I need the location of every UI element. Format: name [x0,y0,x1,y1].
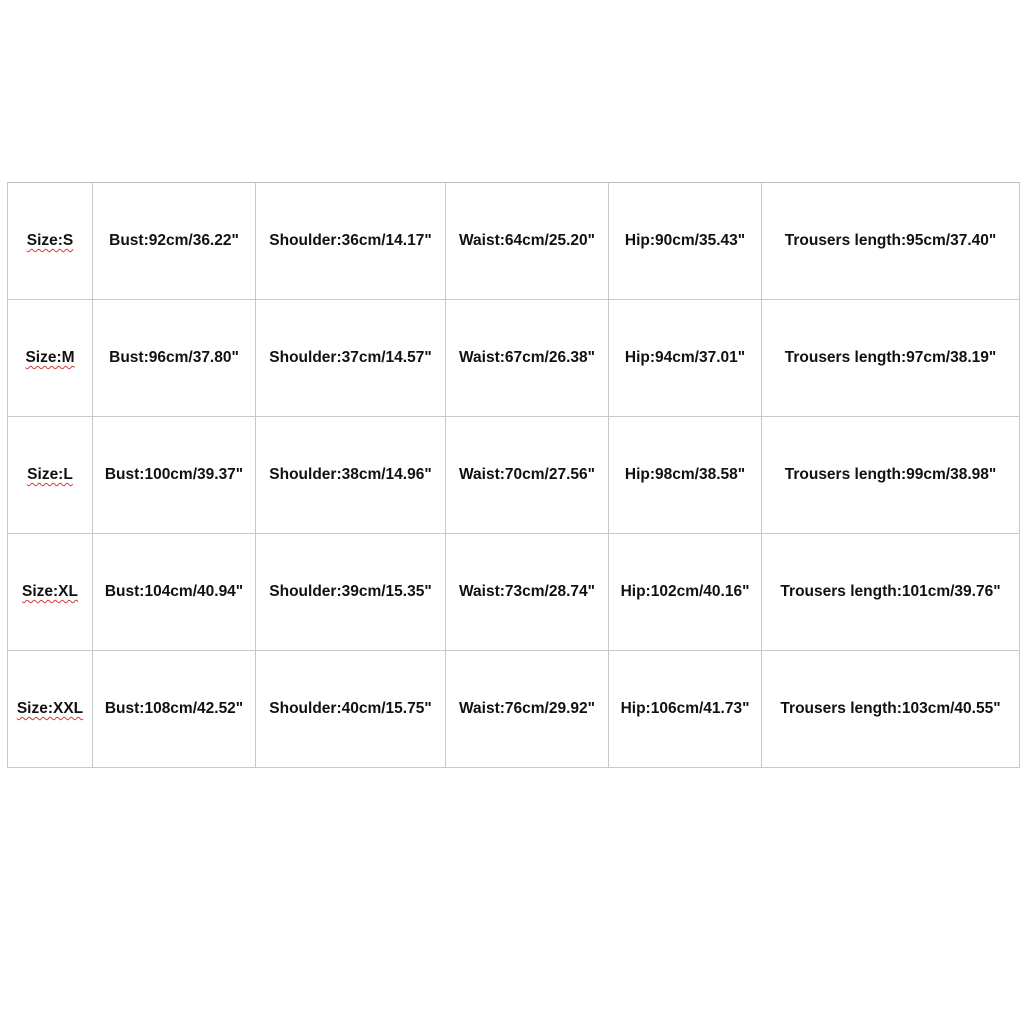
waist-cell: Waist:76cm/29.92" [446,651,609,768]
bust-cell: Bust:100cm/39.37" [93,417,256,534]
table-row [8,417,1020,534]
trousers-length-cell: Trousers length:103cm/40.55" [762,651,1020,768]
shoulder-cell: Shoulder:36cm/14.17" [256,183,446,300]
shoulder-cell: Shoulder:40cm/15.75" [256,651,446,768]
size-cell [8,183,93,300]
table-row [8,183,1020,300]
size-cell [8,300,93,417]
trousers-length-cell: Trousers length:95cm/37.40" [762,183,1020,300]
table-row [8,651,1020,768]
shoulder-cell: Shoulder:38cm/14.96" [256,417,446,534]
bust-cell: Bust:108cm/42.52" [93,651,256,768]
bust-cell: Bust:104cm/40.94" [93,534,256,651]
size-cell [8,417,93,534]
hip-cell: Hip:102cm/40.16" [609,534,762,651]
trousers-length-cell: Trousers length:97cm/38.19" [762,300,1020,417]
table-row [8,534,1020,651]
size-cell [8,534,93,651]
size-label: Size:S [26,232,74,249]
size-chart-table [7,182,1020,768]
waist-cell: Waist:64cm/25.20" [446,183,609,300]
hip-cell: Hip:98cm/38.58" [609,417,762,534]
bust-cell: Bust:96cm/37.80" [93,300,256,417]
trousers-length-cell: Trousers length:101cm/39.76" [762,534,1020,651]
size-label: Size:M [25,349,75,366]
waist-cell: Waist:70cm/27.56" [446,417,609,534]
size-label: Size:L [27,466,73,483]
hip-cell: Hip:106cm/41.73" [609,651,762,768]
trousers-length-cell: Trousers length:99cm/38.98" [762,417,1020,534]
size-label: Size:XXL [16,700,84,717]
hip-cell: Hip:90cm/35.43" [609,183,762,300]
shoulder-cell: Shoulder:39cm/15.35" [256,534,446,651]
waist-cell: Waist:67cm/26.38" [446,300,609,417]
waist-cell: Waist:73cm/28.74" [446,534,609,651]
size-label: Size:XL [22,583,78,600]
hip-cell: Hip:94cm/37.01" [609,300,762,417]
bust-cell: Bust:92cm/36.22" [93,183,256,300]
size-cell [8,651,93,768]
table-row [8,300,1020,417]
shoulder-cell: Shoulder:37cm/14.57" [256,300,446,417]
